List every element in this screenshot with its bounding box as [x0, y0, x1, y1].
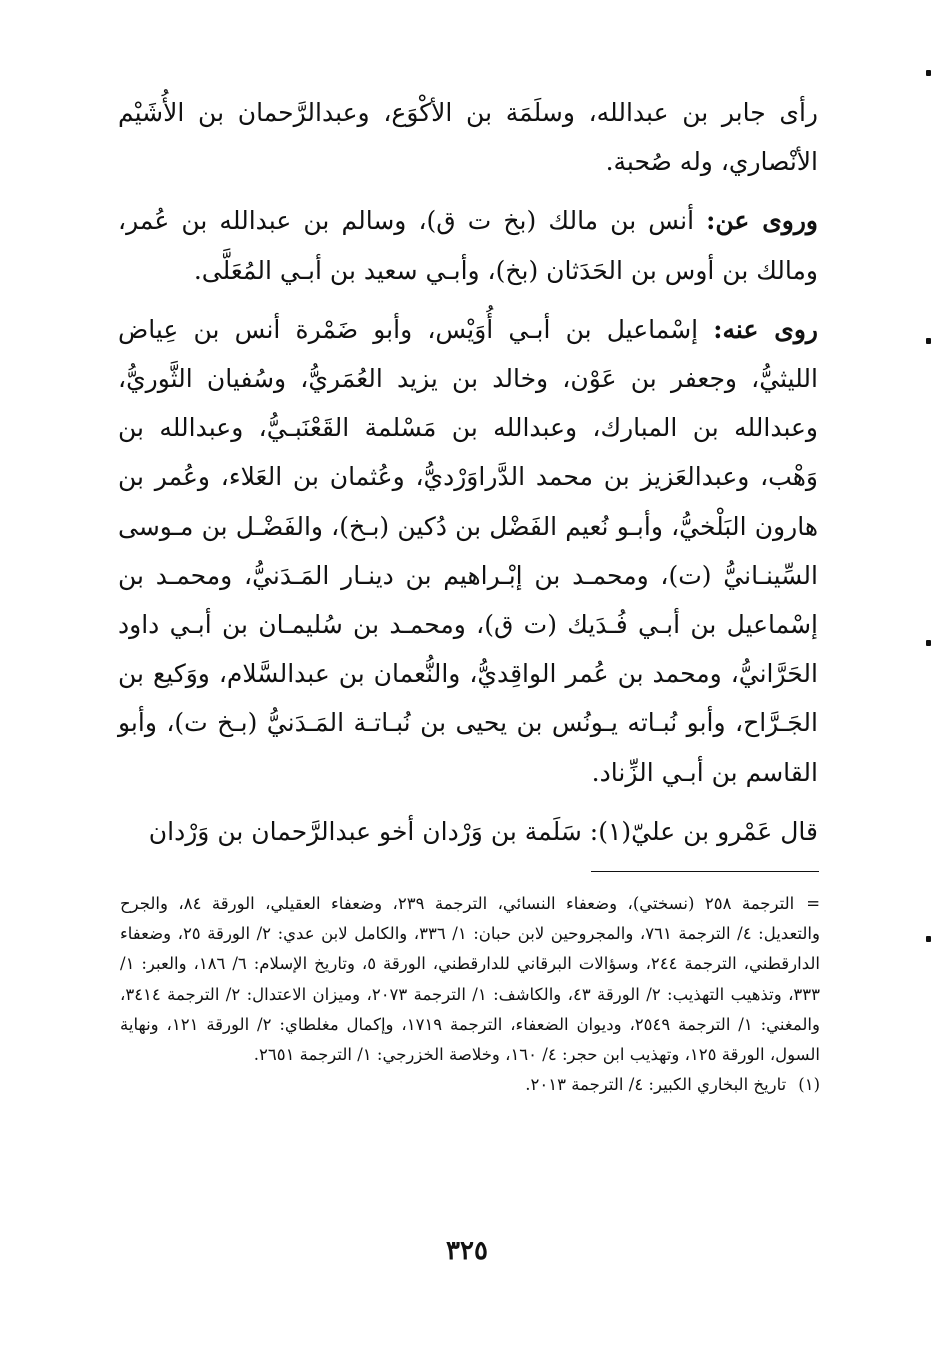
paragraph-narrated-from: [118, 196, 818, 294]
footnote-marker: (١): [798, 1075, 820, 1095]
footnotes: [120, 889, 820, 1100]
main-text: [118, 88, 818, 866]
margin-mark: [926, 640, 931, 646]
footnote-1: [120, 1070, 820, 1100]
section-label: روى عنه:: [713, 314, 819, 344]
margin-mark: [926, 70, 931, 76]
section-label: وروى عن:: [706, 206, 818, 236]
paragraph-text: أنس بن مالك (بخ ت ق)، وسالم بن عبدالله بن عُمر، ومالك بن أوس بن الحَدَثان (بخ)، وأبـي سعيد بن أبـي المُعَلَّى.: [118, 206, 818, 285]
margin-mark: [926, 338, 931, 344]
footnote-marker: =: [806, 894, 821, 913]
paragraph-narrated-by: [118, 305, 818, 797]
paragraph-text: رأى جابر بن عبدالله، وسلَمَة بن الأكْوَع، وعبدالرَّحمان بن الأُشَيْم الأنْصاري، وله صُحبة.: [118, 98, 818, 177]
paragraph-biography: [118, 88, 818, 186]
footnote-divider: [591, 871, 819, 872]
paragraph-text: إسْماعيل بن أبـي أُوَيْس، وأبو ضَمْرة أنس بن عِياض الليثيُّ، وجعفر بن عَوْن، وخالد بن يزيد العُمَريُّ، وسُفيان الثَّوريُّ، وعبدالله بن المبارك، وعبدالله بن مَسْلمة القَعْنَبـيُّ، وعبدالله بن وَهْب، وعبدالعَزيز بن محمد الدَّراوَرْديُّ، وعُثمان بن العَلاء، وعُمر بن هارون البَلْخيُّ، وأبـو نُعيم الفَضْل بن دُكين (بـخ)، والفَضْـل بن مـوسى السِّينـانيُّ (ت)، ومحمـد بن إبْـراهيم بن دينـار المَـدَنيُّ، ومحمـد بن إسْماعيل بن أبـي فُـدَيك (ت ق)، ومحمـد بن سُليمـان بن أبـي داود الحَرَّانيُّ، ومحمد بن عُمر الواقِديُّ، والنُّعمان بن عبدالسَّلام، ووَكيع بن الجَـرَّاح، وأبو نُبـاته يـونُس بن يحيى بن نُبـاتـة المَـدَنيُّ (بـخ ت)، وأبو القاسم بن أبـي الزِّناد.: [118, 314, 818, 787]
footnote-text: الترجمة ٢٥٨ (نسختي)، وضعفاء النسائي، الترجمة ٢٣٩، وضعفاء العقيلي، الورقة ٨٤، والجرح والتعديل: ٤/ الترجمة ٧٦١، والمجروحين لابن حبان: ١/ ٣٣٦، والكامل لابن عدي: ٢/ الورقة ٢٥، وضعفاء الدارقطني، الترجمة ٢٤٤، وسؤالات البرقاني للدارقطني، الورقة ٥، وتاريخ الإسلام: ٦/ ١٨٦، والعبر: ١/ ٣٣٣، وتذهيب التهذيب: ٢/ الورقة ٤٣، والكاشف: ١/ الترجمة ٢٠٧٣، وميزان الاعتدال: ٢/ الترجمة ٣٤١٤، والمغني: ١/ الترجمة ٢٥٤٩، وديوان الضعفاء، الترجمة ١٧١٩، وإكمال مغلطاي: ٢/ الورقة ١٢١، ونهاية السول، الورقة ١٢٥، وتهذيب ابن حجر: ٤/ ١٦٠، وخلاصة الخزرجي: ١/ الترجمة ٢٦٥١.: [120, 894, 820, 1065]
margin-mark: [926, 936, 931, 942]
paragraph-text: قال عَمْرو بن عليّ(١): سَلَمة بن وَرْدان أخو عبدالرَّحمان بن وَرْدان: [148, 816, 818, 846]
footnote-continuation: [120, 889, 820, 1070]
paragraph-quote: [118, 807, 818, 856]
page-number: ٣٢٥: [446, 1236, 488, 1266]
footnote-text: تاريخ البخاري الكبير: ٤/ الترجمة ٢٠١٣.: [525, 1075, 787, 1095]
